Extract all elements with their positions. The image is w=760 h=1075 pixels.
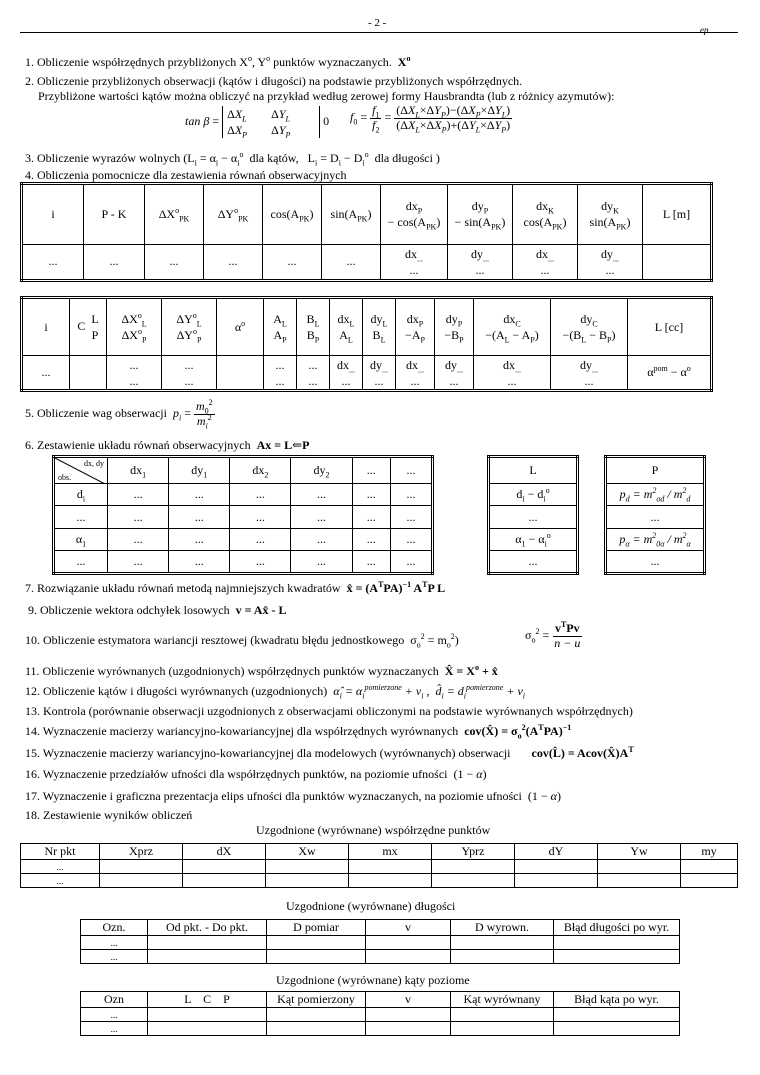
- col-nrpkt: Nr pkt: [21, 844, 100, 860]
- l-vector-table: [487, 455, 579, 575]
- row-alpha1: $\alpha_1$: [54, 528, 108, 551]
- cell: $dx_{...}$ ...: [513, 244, 578, 280]
- cell: ...: [84, 244, 145, 280]
- hausbrandt-f0-formula: $f_0$ = $\frac{f_1}{f_2}$ = $\frac{(\Delta X_L\times\Delta Y_P)-(\Delta X_P\times\Delta Y_L)}{(\Delta X_L\times\Delta X_P)+(\Delta Y_L\times\Delta Y_P)}$: [350, 103, 511, 135]
- col-my: my: [681, 844, 738, 860]
- cell: $dx_{...}$ ...: [396, 356, 435, 391]
- cell: $dy_{...}$ ...: [363, 356, 396, 391]
- results-angles-title: Uzgodnione (wyrównane) kąty poziome: [276, 973, 470, 987]
- col-d-measured: D pomiar: [267, 920, 366, 936]
- step-9: 9. Obliczenie wektora odchyłek losowych v = Ax̂ - L: [28, 603, 287, 617]
- results-coords-title: Uzgodnione (wyrównane) współrzędne punktów: [256, 823, 491, 837]
- col-bl: $B_L$ $B_P$: [297, 298, 330, 356]
- col-v: v: [366, 992, 451, 1008]
- step-13: 13. Kontrola (porównanie obserwacji uzgodnionych z obserwacjami obliczonymi na podstawie wyrównanych współrzędnych): [25, 704, 633, 718]
- col-dx2: $dx_2$: [230, 457, 291, 484]
- cell: $dy_{...}$ ...: [578, 244, 643, 280]
- variance-formula: $\sigma_o^2$ = $\frac{v^TPv}{n - u}$: [525, 620, 581, 650]
- step-15: 15. Wyznaczenie macierzy wariancyjno-kowariancyjnej dla modelowych (wyrównanych) obserwacji cov(L̂) = $Acov(X̂)A^T$: [25, 745, 634, 760]
- col-v: v: [366, 920, 451, 936]
- col-dx: $\Delta X^o_{PK}$: [145, 184, 204, 245]
- col-lcc: L [cc]: [628, 298, 712, 356]
- results-lengths-title: Uzgodnione (wyrównane) długości: [286, 899, 456, 913]
- step-17: 17. Wyznaczenie i graficzna prezentacja elips ufności dla punktów wyznaczanych, na poziomie ufności (1 − α): [25, 789, 561, 803]
- row-more: ...: [54, 551, 108, 574]
- cell: [643, 244, 712, 280]
- author-initials: ep: [700, 25, 709, 35]
- hausbrandt-tan-formula: $\tan \beta = \Delta X_L$ $\Delta Y_L$ $\Delta X_P$ $\Delta Y_P$ 0: [185, 107, 330, 140]
- col-from-to: Od pkt. - Do pkt.: [148, 920, 267, 936]
- results-lengths-table: Ozn. Od pkt. - Do pkt. D pomiar v D wyrown. Błąd długości po wyr. ... ...: [80, 919, 680, 964]
- cell: $dy_{...}$ ...: [551, 356, 628, 391]
- obs-matrix-table: dx, dy obs. $dx_1$ $dy_1$ $dx_2$ $dy_2$ ... ... $d_i$ ... ... ... ... ... ... ... ... ... ... ... ... ... $\alpha_1$ ... ... ... ... ... ... ... ... ... ... ... ... ...: [52, 455, 434, 575]
- col-yprz: Yprz: [432, 844, 515, 860]
- cell: ...: [489, 506, 578, 529]
- cell: ...: [606, 506, 705, 529]
- col-l: L [m]: [643, 184, 712, 245]
- header-rule: [20, 32, 738, 33]
- page-number: - 2 -: [368, 17, 387, 29]
- cell: $dx_{...}$ ...: [330, 356, 363, 391]
- col-more: ...: [352, 457, 391, 484]
- col-dy2: $dy_2$: [291, 457, 352, 484]
- cell: $d_i - d_i^o$: [489, 483, 578, 506]
- cell: $dy_{...}$ ...: [435, 356, 474, 391]
- results-angles-table: Ozn L C P Kąt pomierzony v Kąt wyrównany Błąd kąta po wyr. ... ...: [80, 991, 680, 1036]
- step-11: 11. Obliczenie wyrównanych (uzgodnionych) współrzędnych punktów wyznaczanych X̂ = $X^o$ + x̂: [25, 663, 498, 678]
- col-angle-error: Błąd kąta po wyr.: [554, 992, 680, 1008]
- col-ozn: Ozn: [81, 992, 148, 1008]
- p-weights-table: [604, 455, 706, 575]
- col-dyk: $dy_K$ $\sin(A_{PK})$: [578, 184, 643, 245]
- step-5: 5. Obliczenie wag obserwacji $p_i$ = $\frac{m_0^2}{m_i^2}$: [25, 398, 213, 431]
- col-dxp: $dx_P$ − $\cos(A_{PK})$: [381, 184, 448, 245]
- cell: $dy_{...}$ ...: [448, 244, 513, 280]
- cell: $\alpha_1 - \alpha_i^o$: [489, 528, 578, 551]
- cell: ... ...: [107, 356, 162, 391]
- col-angle-adjusted: Kąt wyrównany: [451, 992, 554, 1008]
- col-dyp: $dy_P$ − $\sin(A_{PK})$: [448, 184, 513, 245]
- col-mx: mx: [349, 844, 432, 860]
- results-coords-table: Nr pkt Xprz dX Xw mx Yprz dY Yw my ... ...: [20, 843, 738, 888]
- col-length-error: Błąd długości po wyr.: [554, 920, 680, 936]
- col-dxk: $dx_K$ $\cos(A_{PK})$: [513, 184, 578, 245]
- cell: ... ...: [162, 356, 217, 391]
- col-dy: $\Delta Y^o_{PK}$: [204, 184, 263, 245]
- col-d-adjusted: D wyrown.: [451, 920, 554, 936]
- col-dy: dY: [515, 844, 598, 860]
- col-cos: $\cos(A_{PK})$: [263, 184, 322, 245]
- col-more: ...: [391, 457, 433, 484]
- aux-table-angles: [20, 296, 713, 392]
- col-pk: P - K: [84, 184, 145, 245]
- col-i: i: [22, 298, 70, 356]
- corner-cell: dx, dy obs.: [54, 457, 108, 484]
- step-6: 6. Zestawienie układu równań obserwacyjnych Ax = L⇐P: [25, 438, 310, 452]
- col-al: $A_L$ $A_P$: [264, 298, 297, 356]
- col-dx1: $dx_1$: [108, 457, 169, 484]
- col-dxl2: $dx_L$ $A_L$: [330, 298, 363, 356]
- col-angle-measured: Kąt pomierzony: [267, 992, 366, 1008]
- col-dyc: $dy_C$ $-(B_L - B_P)$: [551, 298, 628, 356]
- step-18: 18. Zestawienie wyników obliczeń: [25, 808, 193, 822]
- step-12: 12. Obliczenie kątów i długości wyrównanych (uzgodnionych) $\alphâ_i = \alpha_i^{pomierzone} + v_i$ , $d̂_i = d_i^{pomierzone} + v_i$: [25, 683, 526, 701]
- col-i: i: [22, 184, 84, 245]
- aux-table-distances: [20, 182, 713, 282]
- cell: ...: [204, 244, 263, 280]
- cell: $dx_{...}$ ...: [381, 244, 448, 280]
- col-alpha: $\alpha^o$: [217, 298, 264, 356]
- cell: $p_\alpha = m^2_{0\alpha} / m^2_\alpha$: [606, 528, 705, 551]
- row-more: ...: [54, 506, 108, 529]
- col-dyl: $\Delta Y^o_L$ $\Delta Y^o_P$: [162, 298, 217, 356]
- col-c: C L P: [70, 298, 107, 356]
- col-dxl: $\Delta X^o_L$ $\Delta X^o_P$: [107, 298, 162, 356]
- cell: [217, 356, 264, 391]
- cell: ...: [263, 244, 322, 280]
- step-14: 14. Wyznaczenie macierzy wariancyjno-kowariancyjnej dla współrzędnych wyrównanych cov(X̂) = $\sigma_o^2(A^TPA)^{-1}$: [25, 723, 572, 741]
- cell: ...: [22, 244, 84, 280]
- cell: [70, 356, 107, 391]
- cell: ...: [22, 356, 70, 391]
- step-2: 2. Obliczenie przybliżonych obserwacji (kątów i długości) na podstawie przybliżonych współrzędnych.: [25, 74, 523, 88]
- l-header: L: [489, 457, 578, 484]
- step-4: 4. Obliczenia pomocnicze dla zestawienia równań obserwacyjnych: [25, 168, 347, 182]
- step-1: 1. Obliczenie współrzędnych przybliżonych $X^o$, $Y^o$ punktów wyznaczanych. $X^o$: [25, 54, 411, 69]
- p-header: P: [606, 457, 705, 484]
- col-dxp2: $dx_P$ $-A_P$: [396, 298, 435, 356]
- step-7: 7. Rozwiązanie układu równań metodą najmniejszych kwadratów x̂ = $(A^TPA)^{-1}$ $A^TP$ L: [25, 580, 446, 595]
- row-d1: $d_i$: [54, 483, 108, 506]
- cell: $\alpha^{pom} - \alpha^o$: [628, 356, 712, 391]
- col-xw: Xw: [266, 844, 349, 860]
- col-dy1: $dy_1$: [169, 457, 230, 484]
- col-dx: dX: [183, 844, 266, 860]
- step-16: 16. Wyznaczenie przedziałów ufności dla współrzędnych punktów, na poziomie ufności (1 − α): [25, 767, 487, 781]
- cell: ...: [322, 244, 381, 280]
- cell: ...: [145, 244, 204, 280]
- step-10: 10. Obliczenie estymatora wariancji resztowej (kwadratu błędu jednostkowego $\sigma_o^2 = m_o^2$): [25, 632, 459, 650]
- col-sin: $\sin(A_{PK})$: [322, 184, 381, 245]
- col-lcp: L C P: [148, 992, 267, 1008]
- col-ozn: Ozn.: [81, 920, 148, 936]
- cell: $dx_{...}$ ...: [474, 356, 551, 391]
- cell: ...: [489, 551, 578, 574]
- col-xprz: Xprz: [100, 844, 183, 860]
- col-yw: Yw: [598, 844, 681, 860]
- step-3: 3. Obliczenie wyrazów wolnych ($L_i = \alpha_i - \alpha_i^o$ dla kątów, $L_i = D_i - D_i^o$ dla długości ): [25, 150, 440, 168]
- cell: ...: [606, 551, 705, 574]
- cell: ... ...: [297, 356, 330, 391]
- step-2-note: Przybliżone wartości kątów można obliczyć na przykład według zerowej formy Hausbrandta (lub z różnicy azymutów):: [38, 89, 615, 103]
- cell: ... ...: [264, 356, 297, 391]
- col-dyl2: $dy_L$ $B_L$: [363, 298, 396, 356]
- col-dyp2: $dy_P$ $-B_P$: [435, 298, 474, 356]
- cell: $p_d = m^2_{od} / m^2_d$: [606, 483, 705, 506]
- col-dxc: $dx_C$ $-(A_L - A_P)$: [474, 298, 551, 356]
